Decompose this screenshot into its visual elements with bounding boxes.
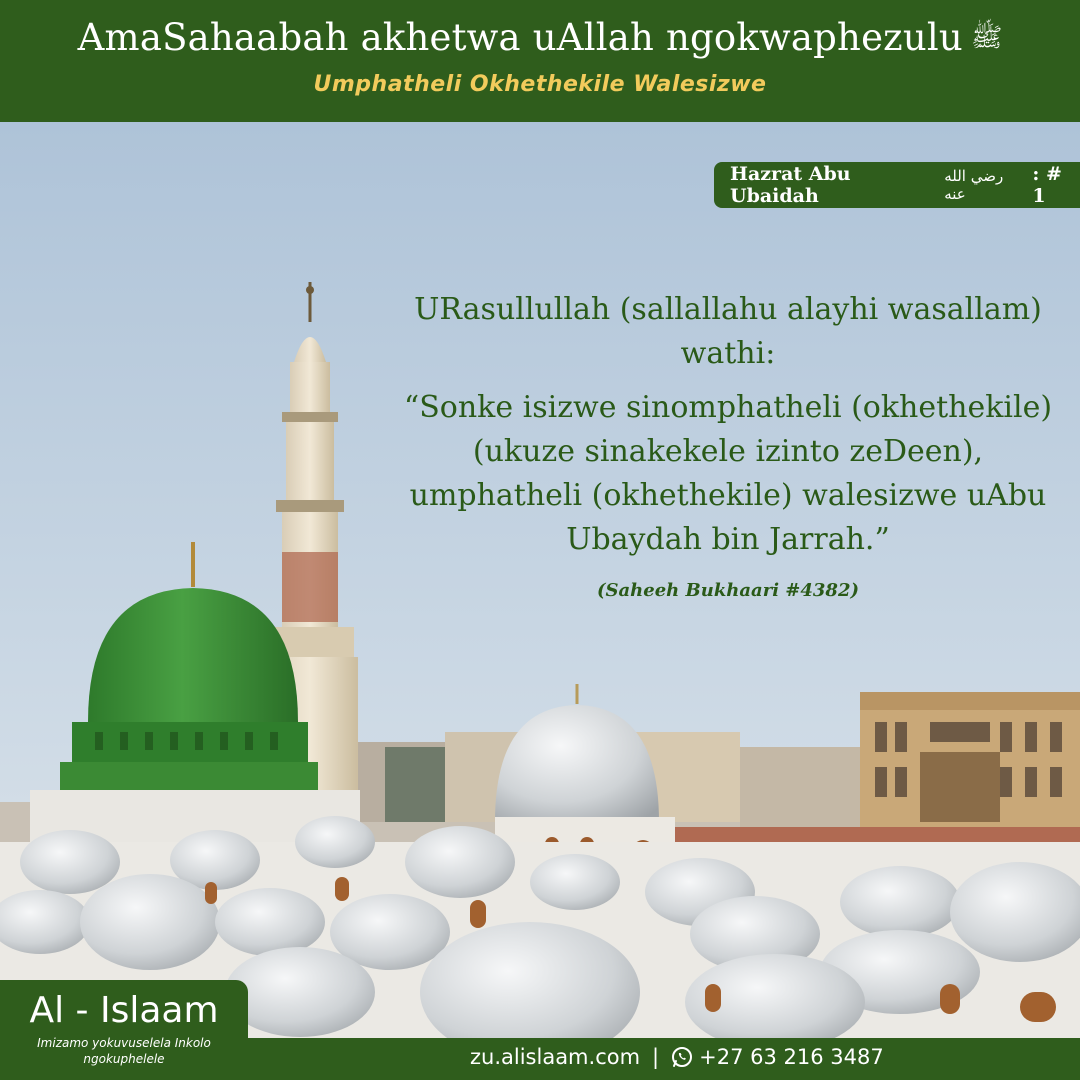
badge-number: : # 1 (1032, 163, 1062, 207)
hadith-quote (400, 288, 1056, 601)
quote-intro: URasullullah (sallallahu alayhi wasallam) wathi: (414, 292, 1042, 371)
brand-logo (0, 980, 248, 1080)
honorific-icon: ﷺ (970, 23, 1003, 53)
footer-contact (470, 1045, 884, 1069)
page-subtitle: Umphatheli Okhethekile Walesizwe (313, 72, 767, 97)
badge-name: Hazrat Abu Ubaidah (730, 163, 851, 207)
website-link[interactable]: zu.alislaam.com (470, 1045, 641, 1069)
brand-name: Al - Islaam (29, 990, 219, 1031)
radiallahu-icon: رضي الله عنه (944, 167, 1004, 203)
header-bar (0, 0, 1080, 122)
phone-number[interactable]: +27 63 216 3487 (699, 1045, 884, 1069)
quote-reference: (Saheeh Bukhaari #4382) (597, 580, 859, 601)
whatsapp-icon (671, 1046, 693, 1068)
page-title: AmaSahaabah akhetwa uAllah ngokwaphezulu ﷺ (77, 16, 1003, 59)
footer-separator: | (652, 1045, 660, 1069)
quote-text: “Sonke isizwe sinomphatheli (okhethekile) (ukuze sinakekele izinto zeDeen), umphatheli (okhethekile) walesizwe uAbu Ubaydah bin Jarrah.” (403, 390, 1053, 557)
companion-badge (714, 162, 1080, 208)
brand-tagline: Imizamo yokuvuselela Inkolo ngokuphelele (37, 1036, 211, 1066)
